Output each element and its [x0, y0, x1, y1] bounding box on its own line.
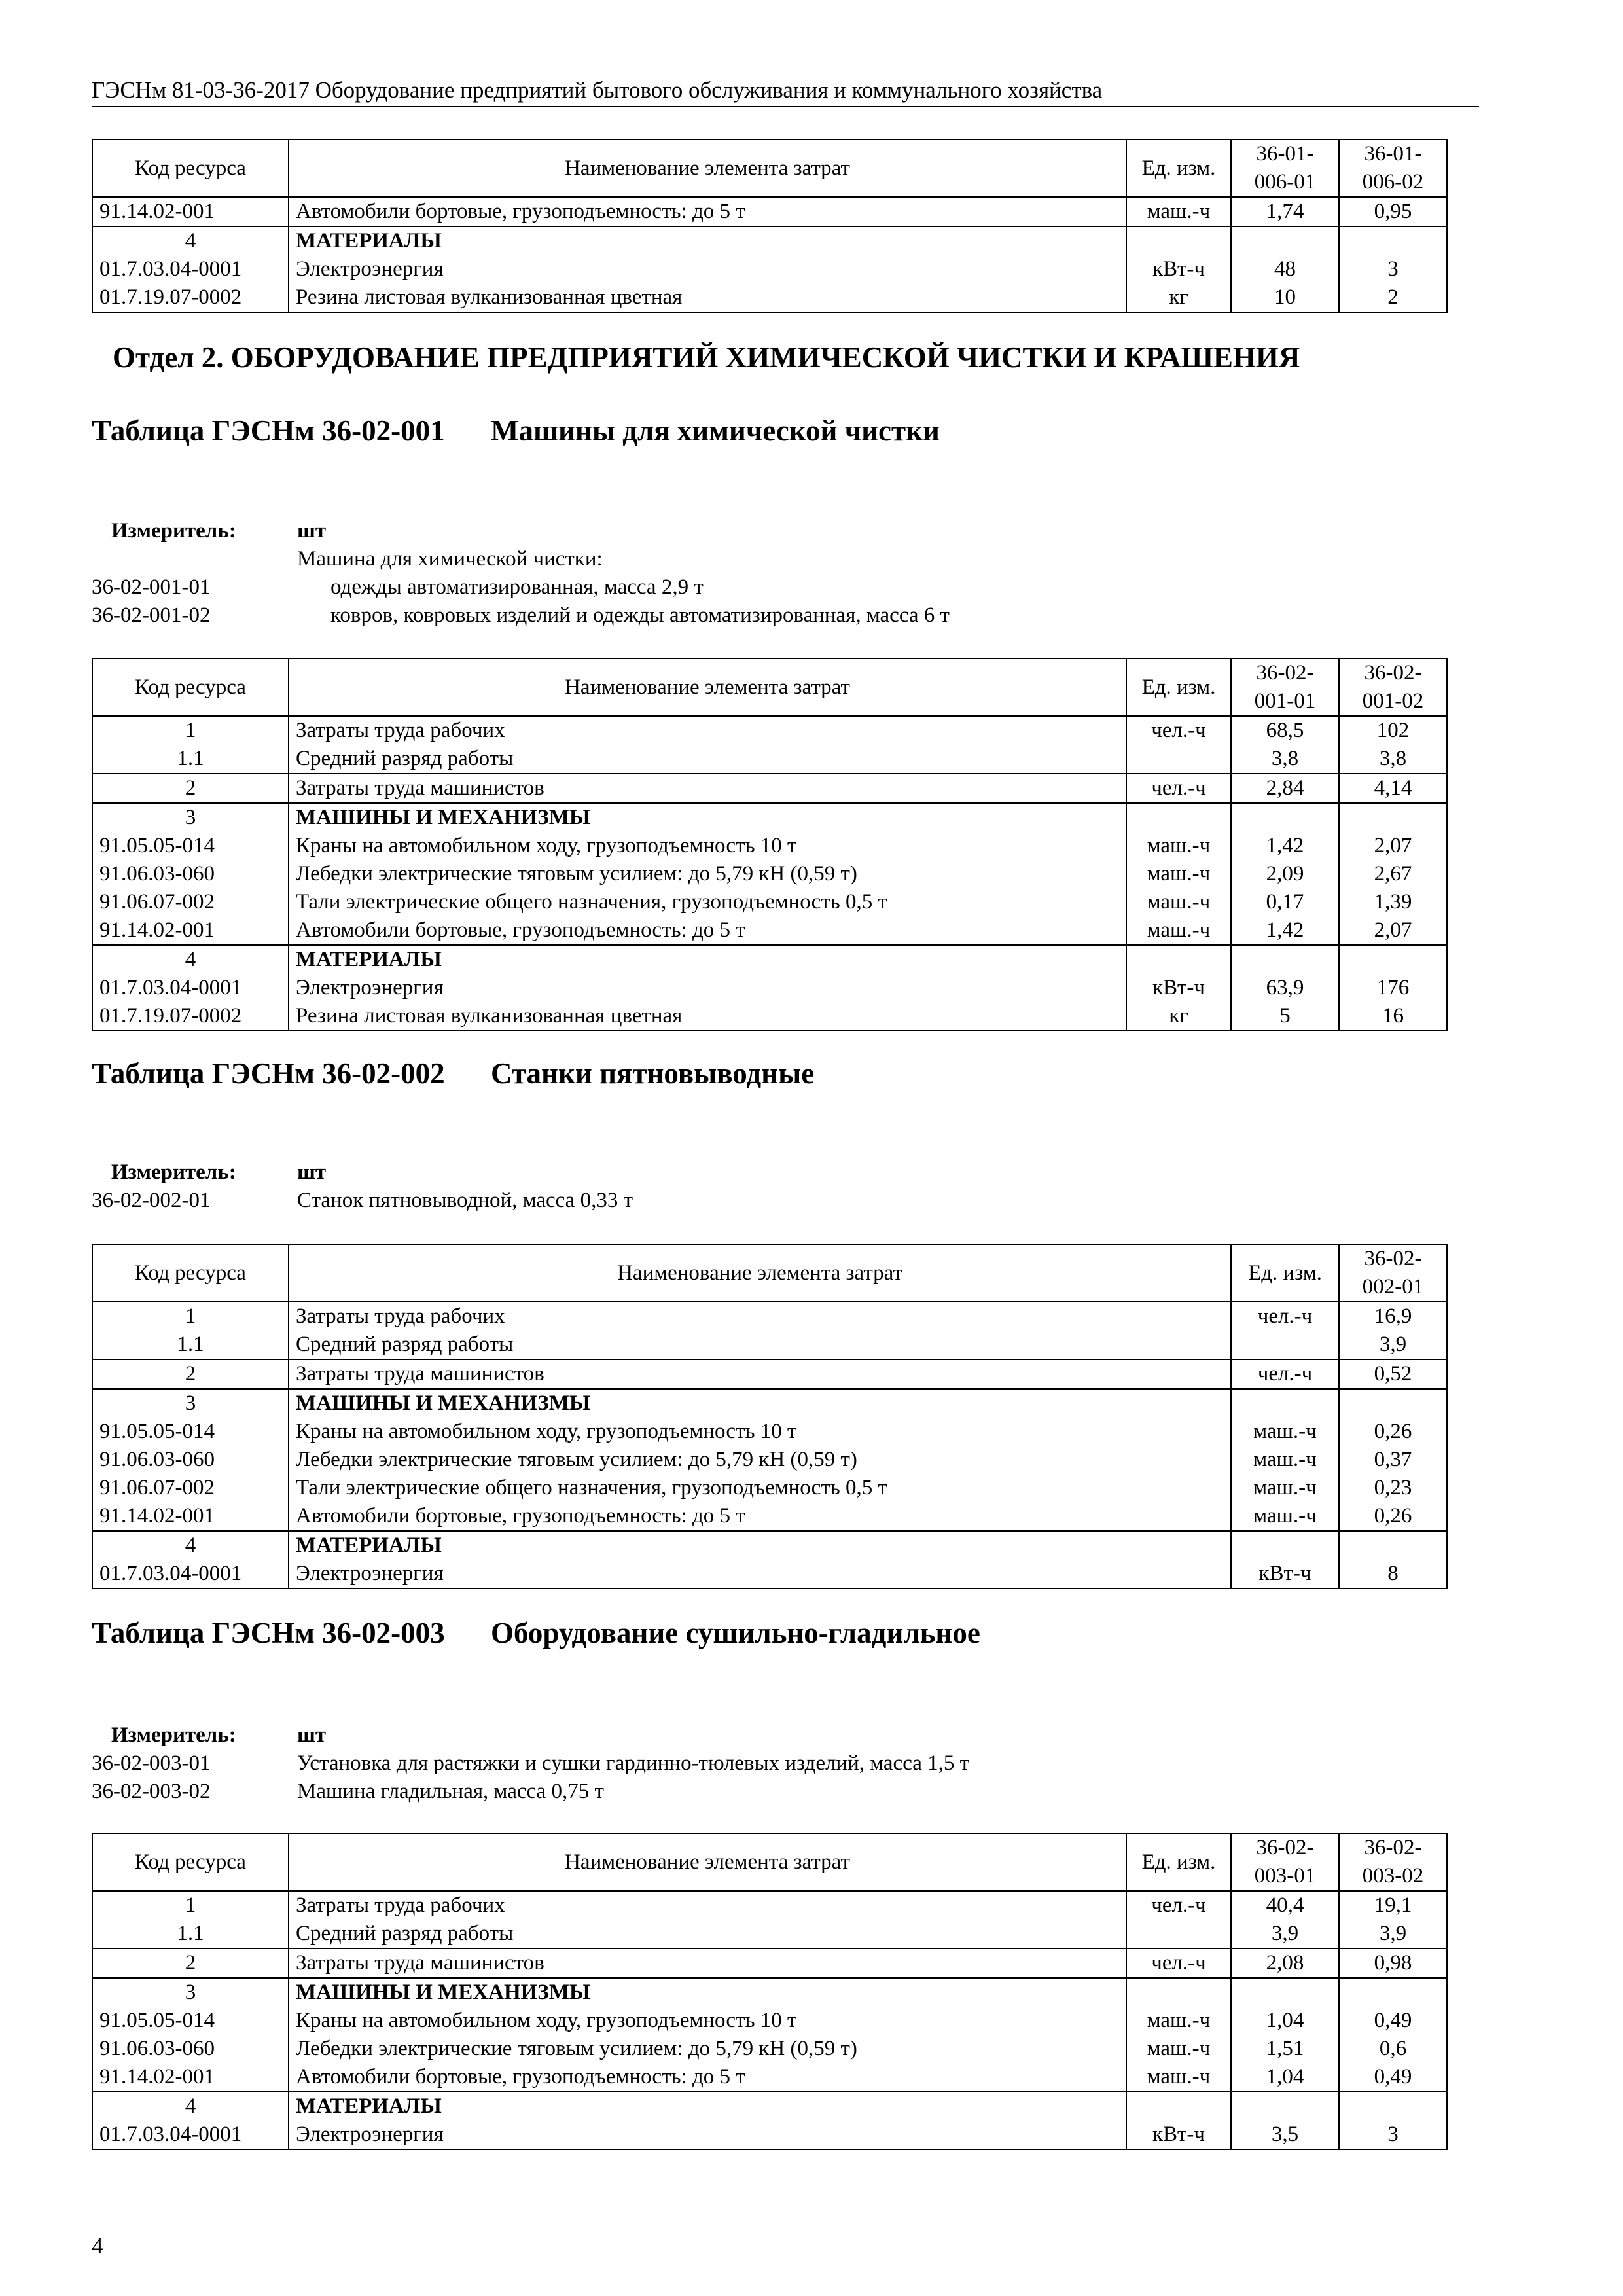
col-header-variant-a: 36-01- 006-01	[1231, 139, 1339, 197]
item-text: Машина гладильная, масса 0,75 т	[297, 1780, 604, 1803]
resource-code: 2	[92, 774, 289, 803]
value-a: 10	[1231, 283, 1339, 312]
resource-name: Автомобили бортовые, грузоподъемность: до 5 т	[289, 197, 1126, 226]
resource-name: Лебедки электрические тяговым усилием: до 5,79 кН (0,59 т)	[289, 860, 1126, 888]
resource-code: 4	[92, 226, 289, 255]
table-row	[92, 255, 1447, 283]
col-header-name: Наименование элемента затрат	[289, 1244, 1231, 1302]
resource-unit: чел.-ч	[1231, 1359, 1339, 1389]
value-b: 2,07	[1339, 832, 1447, 860]
value-a: 1,04	[1231, 2063, 1339, 2092]
resource-code: 01.7.03.04-0001	[92, 974, 289, 1002]
resource-table-36-02-001	[92, 658, 1448, 1031]
table-row	[92, 1418, 1447, 1446]
value-b: 0,6	[1339, 2035, 1447, 2063]
resource-unit	[1126, 1978, 1231, 2007]
resource-unit: маш.-ч	[1231, 1418, 1339, 1446]
item-text: Установка для растяжки и сушки гардинно-тюлевых изделий, масса 1,5 т	[297, 1751, 970, 1775]
value-a	[1231, 945, 1339, 974]
value-a: 1,74	[1231, 197, 1339, 226]
table-row	[92, 2035, 1447, 2063]
col-header-variant-b: 36-01- 006-02	[1339, 139, 1447, 197]
col-header-variant-a: 36-02- 001-01	[1231, 658, 1339, 716]
section-title: Отдел 2. ОБОРУДОВАНИЕ ПРЕДПРИЯТИЙ ХИМИЧЕСКОЙ ЧИСТКИ И КРАШЕНИЯ	[113, 341, 1300, 374]
resource-code: 01.7.03.04-0001	[92, 1560, 289, 1588]
value-a: 0,26	[1339, 1502, 1447, 1531]
value-b: 4,14	[1339, 774, 1447, 803]
resource-code: 91.06.03-060	[92, 2035, 289, 2063]
resource-name: Затраты труда машинистов	[289, 1948, 1126, 1978]
resource-unit: кВт-ч	[1126, 255, 1231, 283]
table-row	[92, 716, 1447, 745]
resource-unit: маш.-ч	[1231, 1502, 1339, 1531]
resource-unit: маш.-ч	[1126, 2035, 1231, 2063]
resource-unit	[1126, 226, 1231, 255]
resource-unit: кг	[1126, 1002, 1231, 1031]
resource-code: 01.7.03.04-0001	[92, 2121, 289, 2149]
table-row	[92, 974, 1447, 1002]
table-row	[92, 1560, 1447, 1588]
value-a: 0,52	[1339, 1359, 1447, 1389]
value-a: 0,17	[1231, 888, 1339, 916]
resource-code: 3	[92, 1389, 289, 1418]
resource-unit: маш.-ч	[1126, 197, 1231, 226]
resource-unit: чел.-ч	[1126, 774, 1231, 803]
value-a: 1,04	[1231, 2007, 1339, 2035]
resource-name: Электроэнергия	[289, 2121, 1126, 2149]
resource-name: Краны на автомобильном ходу, грузоподъемность 10 т	[289, 832, 1126, 860]
table-row	[92, 283, 1447, 312]
resource-table-36-01-006	[92, 139, 1448, 313]
table-row	[92, 1978, 1447, 2007]
table-row	[92, 745, 1447, 774]
item-code: 36-02-001-01	[92, 575, 211, 599]
resource-code: 4	[92, 2092, 289, 2121]
resource-unit: кВт-ч	[1126, 2121, 1231, 2149]
value-a	[1231, 1978, 1339, 2007]
resource-name: Затраты труда рабочих	[289, 1891, 1126, 1920]
col-header-unit: Ед. изм.	[1231, 1244, 1339, 1302]
value-a: 16,9	[1339, 1302, 1447, 1331]
table-row	[92, 2007, 1447, 2035]
table-row	[92, 774, 1447, 803]
resource-unit	[1231, 1389, 1339, 1418]
resource-code: 2	[92, 1359, 289, 1389]
page-header: ГЭСНм 81-03-36-2017 Оборудование предприятий бытового обслуживания и коммунального хозяйства	[92, 77, 1479, 107]
value-b: 2,07	[1339, 916, 1447, 945]
value-b: 16	[1339, 1002, 1447, 1031]
resource-unit: кг	[1126, 283, 1231, 312]
value-b: 102	[1339, 716, 1447, 745]
value-a	[1231, 2092, 1339, 2121]
resource-name: Электроэнергия	[289, 974, 1126, 1002]
resource-code: 1.1	[92, 745, 289, 774]
page-number: 4	[92, 2233, 103, 2259]
resource-code: 1	[92, 716, 289, 745]
col-header-unit: Ед. изм.	[1126, 139, 1231, 197]
value-b: 0,98	[1339, 1948, 1447, 1978]
value-b: 1,39	[1339, 888, 1447, 916]
resource-name: Краны на автомобильном ходу, грузоподъемность 10 т	[289, 2007, 1126, 2035]
table-row	[92, 832, 1447, 860]
table-title-code: Таблица ГЭСНм 36-02-002	[92, 1057, 445, 1090]
value-a: 8	[1339, 1560, 1447, 1588]
resource-unit	[1126, 2092, 1231, 2121]
resource-unit: маш.-ч	[1126, 860, 1231, 888]
col-header-unit: Ед. изм.	[1126, 1833, 1231, 1891]
table-title-name: Станки пятновыводные	[491, 1057, 815, 1090]
resource-unit: чел.-ч	[1231, 1302, 1339, 1331]
resource-group-name: МАШИНЫ И МЕХАНИЗМЫ	[289, 1978, 1126, 2007]
value-b	[1339, 1978, 1447, 2007]
resource-name: Тали электрические общего назначения, грузоподъемность 0,5 т	[289, 1474, 1231, 1502]
value-a: 0,26	[1339, 1418, 1447, 1446]
value-a: 3,5	[1231, 2121, 1339, 2149]
table-row	[92, 1359, 1447, 1389]
col-header-unit: Ед. изм.	[1126, 658, 1231, 716]
col-header-variant-b: 36-02- 003-02	[1339, 1833, 1447, 1891]
resource-code: 3	[92, 803, 289, 832]
resource-group-name: МАШИНЫ И МЕХАНИЗМЫ	[289, 1389, 1231, 1418]
table-row	[92, 2092, 1447, 2121]
value-a	[1231, 226, 1339, 255]
table-row	[92, 1891, 1447, 1920]
value-a: 2,08	[1231, 1948, 1339, 1978]
table-row	[92, 1002, 1447, 1031]
table-row	[92, 226, 1447, 255]
resource-code: 4	[92, 1531, 289, 1560]
resource-name: Средний разряд работы	[289, 1331, 1231, 1359]
resource-unit	[1231, 1531, 1339, 1560]
resource-code: 91.06.07-002	[92, 888, 289, 916]
value-a: 48	[1231, 255, 1339, 283]
value-a: 1,42	[1231, 916, 1339, 945]
value-b: 3,9	[1339, 1920, 1447, 1948]
resource-code: 91.05.05-014	[92, 2007, 289, 2035]
resource-code: 1.1	[92, 1331, 289, 1359]
resource-name: Затраты труда машинистов	[289, 774, 1126, 803]
resource-group-name: МАТЕРИАЛЫ	[289, 2092, 1126, 2121]
value-a	[1339, 1531, 1447, 1560]
resource-code: 01.7.03.04-0001	[92, 255, 289, 283]
resource-code: 91.05.05-014	[92, 832, 289, 860]
resource-unit: маш.-ч	[1126, 832, 1231, 860]
resource-unit: чел.-ч	[1126, 1891, 1231, 1920]
value-a	[1339, 1389, 1447, 1418]
col-header-name: Наименование элемента затрат	[289, 1833, 1126, 1891]
value-a: 5	[1231, 1002, 1339, 1031]
resource-group-name: МАТЕРИАЛЫ	[289, 1531, 1231, 1560]
table-title-name: Машины для химической чистки	[491, 414, 940, 447]
resource-code: 01.7.19.07-0002	[92, 1002, 289, 1031]
item-code: 36-02-003-02	[92, 1780, 211, 1803]
resource-unit: чел.-ч	[1126, 1948, 1231, 1978]
value-a: 40,4	[1231, 1891, 1339, 1920]
value-a: 2,84	[1231, 774, 1339, 803]
resource-unit	[1231, 1331, 1339, 1359]
value-a: 2,09	[1231, 860, 1339, 888]
resource-unit	[1126, 1920, 1231, 1948]
table-row	[92, 1474, 1447, 1502]
value-a	[1231, 803, 1339, 832]
resource-name: Средний разряд работы	[289, 745, 1126, 774]
resource-name: Затраты труда рабочих	[289, 716, 1126, 745]
value-b	[1339, 803, 1447, 832]
table-row	[92, 1920, 1447, 1948]
resource-name: Краны на автомобильном ходу, грузоподъемность 10 т	[289, 1418, 1231, 1446]
value-b: 176	[1339, 974, 1447, 1002]
resource-code: 91.06.03-060	[92, 860, 289, 888]
col-header-code: Код ресурса	[92, 658, 289, 716]
table-row	[92, 2063, 1447, 2092]
resource-code: 1.1	[92, 1920, 289, 1948]
table-title-code: Таблица ГЭСНм 36-02-003	[92, 1617, 445, 1649]
value-a: 68,5	[1231, 716, 1339, 745]
resource-code: 2	[92, 1948, 289, 1978]
item-code: 36-02-001-02	[92, 603, 211, 627]
table-row	[92, 2121, 1447, 2149]
resource-group-name: МАТЕРИАЛЫ	[289, 945, 1126, 974]
resource-name: Автомобили бортовые, грузоподъемность: до 5 т	[289, 1502, 1231, 1531]
resource-code: 91.06.07-002	[92, 1474, 289, 1502]
resource-code: 3	[92, 1978, 289, 2007]
table-row	[92, 945, 1447, 974]
resource-name: Электроэнергия	[289, 1560, 1231, 1588]
item-code: 36-02-002-01	[92, 1189, 211, 1212]
resource-code: 91.06.03-060	[92, 1446, 289, 1474]
resource-name: Лебедки электрические тяговым усилием: до 5,79 кН (0,59 т)	[289, 2035, 1126, 2063]
table-row	[92, 1389, 1447, 1418]
col-header-code: Код ресурса	[92, 1833, 289, 1891]
value-b: 2	[1339, 283, 1447, 312]
resource-name: Электроэнергия	[289, 255, 1126, 283]
resource-code: 91.14.02-001	[92, 1502, 289, 1531]
table-row	[92, 197, 1447, 226]
col-header-name: Наименование элемента затрат	[289, 139, 1126, 197]
value-b	[1339, 2092, 1447, 2121]
table-row	[92, 1531, 1447, 1560]
resource-code: 01.7.19.07-0002	[92, 283, 289, 312]
table-row	[92, 860, 1447, 888]
resource-unit: кВт-ч	[1231, 1560, 1339, 1588]
col-header-code: Код ресурса	[92, 139, 289, 197]
measure-label: Измеритель:	[111, 519, 236, 543]
item-intro: Машина для химической чистки:	[297, 547, 603, 571]
measure-value: шт	[297, 1160, 327, 1184]
resource-name: Лебедки электрические тяговым усилием: до 5,79 кН (0,59 т)	[289, 1446, 1231, 1474]
value-b: 2,67	[1339, 860, 1447, 888]
resource-group-name: МАТЕРИАЛЫ	[289, 226, 1126, 255]
table-row	[92, 1331, 1447, 1359]
resource-unit: чел.-ч	[1126, 716, 1231, 745]
resource-unit: маш.-ч	[1231, 1446, 1339, 1474]
resource-group-name: МАШИНЫ И МЕХАНИЗМЫ	[289, 803, 1126, 832]
resource-code: 91.14.02-001	[92, 916, 289, 945]
measure-label: Измеритель:	[111, 1160, 236, 1184]
table-row	[92, 1302, 1447, 1331]
table-title-name: Оборудование сушильно-гладильное	[491, 1617, 980, 1649]
value-b: 3	[1339, 2121, 1447, 2149]
measure-label: Измеритель:	[111, 1723, 236, 1747]
resource-unit	[1126, 945, 1231, 974]
value-a: 0,23	[1339, 1474, 1447, 1502]
resource-table-36-02-002	[92, 1244, 1448, 1589]
table-row	[92, 888, 1447, 916]
resource-code: 4	[92, 945, 289, 974]
item-text: Станок пятновыводной, масса 0,33 т	[297, 1189, 633, 1212]
resource-unit	[1126, 745, 1231, 774]
resource-code: 1	[92, 1891, 289, 1920]
table-row	[92, 1948, 1447, 1978]
col-header-variant-a: 36-02- 002-01	[1339, 1244, 1447, 1302]
value-b: 19,1	[1339, 1891, 1447, 1920]
table-row	[92, 1446, 1447, 1474]
value-b: 3	[1339, 255, 1447, 283]
item-text: одежды автоматизированная, масса 2,9 т	[330, 575, 704, 599]
table-title-code: Таблица ГЭСНм 36-02-001	[92, 414, 445, 447]
value-a: 3,9	[1339, 1331, 1447, 1359]
resource-name: Затраты труда машинистов	[289, 1359, 1231, 1389]
resource-code: 1	[92, 1302, 289, 1331]
resource-name: Резина листовая вулканизованная цветная	[289, 283, 1126, 312]
resource-name: Автомобили бортовые, грузоподъемность: до 5 т	[289, 916, 1126, 945]
resource-unit: маш.-ч	[1126, 2063, 1231, 2092]
resource-code: 91.14.02-001	[92, 197, 289, 226]
table-row	[92, 1502, 1447, 1531]
value-a: 63,9	[1231, 974, 1339, 1002]
value-b: 0,49	[1339, 2007, 1447, 2035]
table-row	[92, 803, 1447, 832]
col-header-code: Код ресурса	[92, 1244, 289, 1302]
value-b	[1339, 945, 1447, 974]
resource-unit	[1126, 803, 1231, 832]
item-text: ковров, ковровых изделий и одежды автоматизированная, масса 6 т	[330, 603, 950, 627]
table-row	[92, 916, 1447, 945]
resource-unit: маш.-ч	[1126, 2007, 1231, 2035]
col-header-name: Наименование элемента затрат	[289, 658, 1126, 716]
measure-value: шт	[297, 519, 327, 543]
value-a: 3,9	[1231, 1920, 1339, 1948]
resource-unit: маш.-ч	[1126, 916, 1231, 945]
measure-value: шт	[297, 1723, 327, 1747]
col-header-variant-a: 36-02- 003-01	[1231, 1833, 1339, 1891]
resource-name: Автомобили бортовые, грузоподъемность: до 5 т	[289, 2063, 1126, 2092]
value-a: 0,37	[1339, 1446, 1447, 1474]
value-b	[1339, 226, 1447, 255]
item-code: 36-02-003-01	[92, 1751, 211, 1775]
value-b: 0,95	[1339, 197, 1447, 226]
resource-table-36-02-003	[92, 1833, 1448, 2150]
col-header-variant-b: 36-02- 001-02	[1339, 658, 1447, 716]
resource-code: 91.14.02-001	[92, 2063, 289, 2092]
value-b: 0,49	[1339, 2063, 1447, 2092]
value-b: 3,8	[1339, 745, 1447, 774]
resource-unit: маш.-ч	[1231, 1474, 1339, 1502]
resource-name: Тали электрические общего назначения, грузоподъемность 0,5 т	[289, 888, 1126, 916]
value-a: 1,51	[1231, 2035, 1339, 2063]
resource-code: 91.05.05-014	[92, 1418, 289, 1446]
resource-unit: кВт-ч	[1126, 974, 1231, 1002]
value-a: 3,8	[1231, 745, 1339, 774]
resource-name: Средний разряд работы	[289, 1920, 1126, 1948]
value-a: 1,42	[1231, 832, 1339, 860]
resource-name: Затраты труда рабочих	[289, 1302, 1231, 1331]
resource-unit: маш.-ч	[1126, 888, 1231, 916]
resource-name: Резина листовая вулканизованная цветная	[289, 1002, 1126, 1031]
